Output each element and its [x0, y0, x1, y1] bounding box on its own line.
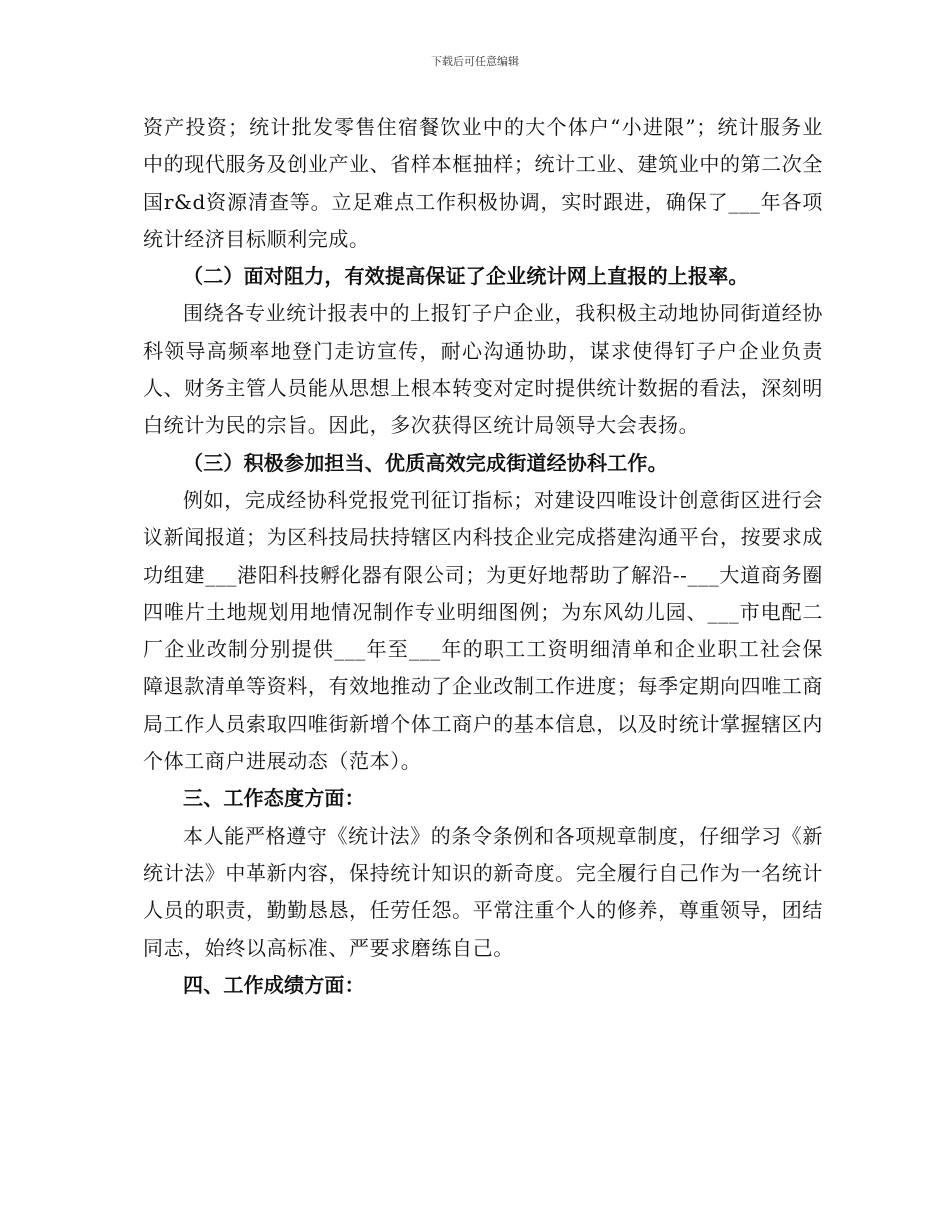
- section-heading: （二）面对阻力，有效提高保证了企业统计网上直报的上报率。: [183, 264, 749, 289]
- section-heading: （三）积极参加担当、优质高效完成街道经协科工作。: [183, 450, 668, 475]
- paragraph-body: 围绕各专业统计报表中的上报钉子户企业，我积极主动地协同街道经协科领导高频率地登门走访宣传，耐心沟通协助，谋求使得钉子户企业负责人、财务主管人员能从思想上根本转变对定时提供统计数据的看法，深刻明白统计为民的宗旨。因此，多次获得区统计局领导大会表扬。: [143, 301, 823, 438]
- paragraph-body: 例如，完成经协科党报党刊征订指标；对建设四唯设计创意街区进行会议新闻报道；为区科技局扶持辖区内科技企业完成搭建沟通平台，按要求成功组建___港阳科技孵化器有限公司；为更好地帮助了解沿--___大道商务圈四唯片土地规划用地情况制作专业明细图例；为东风幼儿园、___市电配二厂企业改制分别提供___年至___年的职工工资明细清单和企业职工社会保障退款清单等资料，有效地推动了企业改制工作进度；每季定期向四唯工商局工作人员索取四唯街新增个体工商户的基本信息，以及时统计掌握辖区内个体工商户进展动态（范本）。: [143, 487, 823, 774]
- paragraph-body: 资产投资；统计批发零售住宿餐饮业中的大个体户“小进限”；统计服务业中的现代服务及创业产业、省样本框抽样；统计工业、建筑业中的第二次全国r&d资源清查等。立足难点工作积极协调，实时跟进，确保了___年各项统计经济目标顺利完成。: [143, 115, 823, 251]
- document-body: [143, 109, 823, 1004]
- paragraph-body: 本人能严格遵守《统计法》的条令条例和各项规章制度，仔细学习《新统计法》中革新内容，保持统计知识的新奇度。完全履行自己作为一名统计人员的职责，勤勤恳恳，任劳任怨。平常注重个人的修养，尊重领导，团结同志，始终以高标准、严要求磨练自己。: [143, 823, 823, 960]
- section-heading: 三、工作态度方面：: [183, 786, 365, 811]
- header-note: 下载后可任意编辑: [431, 55, 519, 68]
- section-heading: 四、工作成绩方面：: [183, 972, 365, 997]
